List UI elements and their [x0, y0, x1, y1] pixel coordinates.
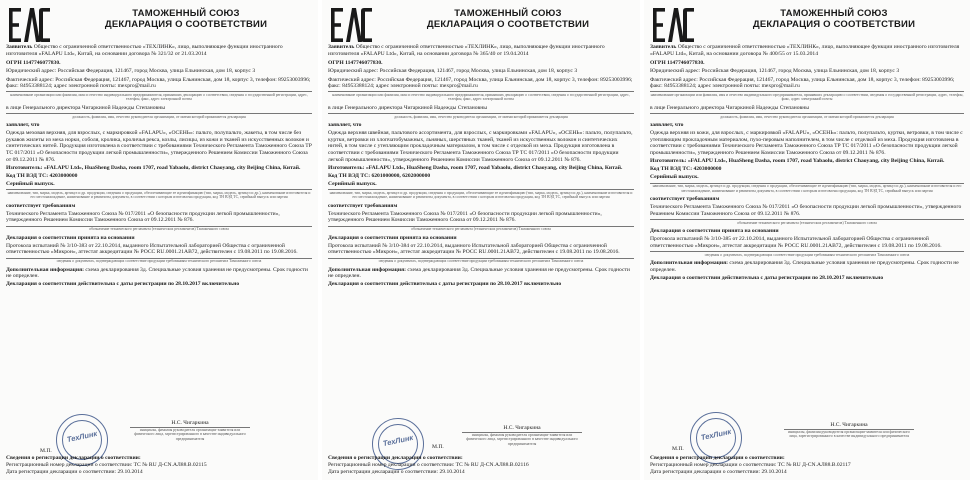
- declaration-body: [328, 44, 634, 290]
- registration-date: Дата регистрации декларации о соответствии: 29.10.2014: [328, 469, 465, 475]
- signer-block: [130, 420, 250, 441]
- eac-logo-icon: [8, 6, 52, 44]
- registration-block: [6, 455, 312, 476]
- title-declaration: ДЕКЛАРАЦИЯ О СООТВЕТСТВИИ: [104, 19, 268, 30]
- seal-place: М.П.: [672, 446, 684, 452]
- customs-code: Код ТН ВЭД ТС: 6201000000, 6202000000: [328, 172, 431, 179]
- ogrn: ОГРН 1147746077830.: [6, 60, 61, 67]
- basis-label: Декларация о соответствии принята на основании: [328, 234, 457, 241]
- representative: в лице Генерального директора Чигаркиной Надежды Степановны: [6, 104, 165, 111]
- stamp-text: ТехЛинк: [700, 426, 732, 443]
- extra-info-text: схема декларирования 3д. Специальные условия хранения не предусмотрены. Срок годности не определен.: [328, 266, 630, 280]
- serial-production: Серийный выпуск.: [6, 181, 55, 188]
- registration-block: [650, 455, 964, 476]
- signer-name: Н.С. Чигаркина: [830, 422, 868, 428]
- applicant-label: Заявитель: [6, 44, 33, 50]
- registration-label: Сведения о регистрации декларации о соответствии:: [328, 455, 463, 461]
- declaration-document-3: [644, 0, 970, 480]
- legal-address: Юридический адрес: Российская Федерация, 121467, город Москва, улица Ельнинская, дом 18, корпус 3: [328, 68, 578, 75]
- complies-text: Технического Регламента Таможенного Союза № 017/2011 «О безопасности продукции легкой промышленности», утвержденного Решением Комиссии Таможенного Союза от 09.12.2011 № 876.: [650, 204, 962, 217]
- complies-note: обозначение технического регламента (технических регламентов) Таможенного союза: [89, 227, 229, 232]
- manufacturer: Изготовитель: «FALAPU Ltd», HuaSheng Dasha, room 1707, road Yabaolu, district Chaoyang, city Beijing China, Китай.: [650, 158, 945, 165]
- title-union: ТАМОЖЕННЫЙ СОЮЗ: [780, 8, 888, 19]
- extra-info-text: схема декларирования 3д. Специальные условия хранения не предусмотрены. Срок годности не определен.: [6, 266, 308, 280]
- stamp-text: ТехЛинк: [382, 432, 414, 449]
- signer-block: [462, 425, 582, 446]
- serial-production: Серийный выпуск.: [328, 181, 377, 188]
- complies-text: Технического Регламента Таможенного Союза № 017/2011 «О безопасности продукции легкой промышленности», утвержденного Решением Комиссии Таможенного Союза от 09.12.2011 № 876.: [328, 210, 602, 224]
- extra-info-label: Дополнительная информация:: [650, 260, 728, 266]
- extra-info-label: Дополнительная информация:: [6, 266, 84, 273]
- applicant-text: Общество с ограниченной ответственностью «ТЕХЛИНК», лицо, выполняющее функции иностранного изготовителя «FALAPU Ltd», Китай, на основании договора № 365/40 от 19.04.2014: [328, 44, 605, 57]
- representative: в лице Генерального директора Чигаркиной Надежды Степановны: [328, 104, 487, 111]
- basis-label: Декларация о соответствии принята на основании: [6, 234, 135, 241]
- applicant-text: Общество с ограниченной ответственностью «ТЕХЛИНК», лицо, выполняющее функции иностранного изготовителя «FALAPU Ltd», Китай, на основании договора № 400/55 от 15.03.2014: [650, 44, 960, 57]
- basis-text: Протокола испытаний № 3/10-384 от 22.10.2014, выданного Испытательной лабораторией Общества с ограниченной ответственностью «Микрон», аттестат аккредитации № РОСС RU.0001.21АВ72, действителен с 19.08.2011 по 19.08.2016.: [328, 242, 620, 256]
- registration-date: Дата регистрации декларации о соответствии: 29.10.2014: [650, 469, 787, 475]
- applicant-note: наименование организации или фамилия, имя и отчество индивидуального предпринимателя, принявших декларацию о соответствии, сведения о государственной регистрации, адрес, телефон, факс, адрес электронной почты: [10, 92, 308, 102]
- customs-code: Код ТН ВЭД ТС: 4203000000: [650, 166, 722, 173]
- representative: в лице Генерального директора Чигаркиной Надежды Степановны: [650, 104, 809, 111]
- extra-info-text: схема декларирования 3д. Специальные условия хранения не предусмотрены. Срок годности не определен.: [650, 260, 959, 273]
- product-note: наименование, тип, марка, модель, артикул и др. продукции, сведения о продукции, обеспечивающие ее идентификацию (тип, марка, модель, артикул и др.), наименование изготовителя и его местонахождение, наименование и реквизиты документа, в соответствии с которым изготовлена продукция, код ТН ВЭД ТС, серийный выпуск или партия: [329, 190, 633, 200]
- complies-label: соответствует требованиям: [6, 202, 76, 209]
- ogrn: ОГРН 1147746077830.: [328, 60, 383, 67]
- registration-label: Сведения о регистрации декларации о соответствии:: [650, 455, 785, 461]
- basis-label: Декларация о соответствии принята на основании: [650, 228, 779, 235]
- product-note: наименование, тип, марка, модель, артикул и др. продукции, сведения о продукции, обеспечивающие ее идентификацию (тип, марка, модель, артикул и др.), наименование изготовителя и его местонахождение, наименование и реквизиты документа, в соответствии с которым изготовлена продукция, код ТН ВЭД ТС, серийный выпуск или партия: [7, 190, 311, 200]
- seal-place: М.П.: [432, 444, 444, 450]
- serial-production: Серийный выпуск.: [650, 174, 699, 181]
- basis-note: сведения о документах, подтверждающих соответствие продукции требованиям технического регламента Таможенного союза: [56, 259, 262, 264]
- representative-note: должность, фамилия, имя, отчество руководителя организации, от имени которой принимается декларация: [72, 114, 246, 119]
- complies-note: обозначение технического регламента (технических регламентов) Таможенного союза: [737, 220, 877, 225]
- applicant-note: наименование организации или фамилия, имя и отчество индивидуального предпринимателя, принявших декларацию о соответствии, сведения о государственной регистрации, адрес, телефон, факс, адрес электронной почты: [332, 92, 630, 102]
- complies-label: соответствует требованиям: [328, 202, 398, 209]
- manufacturer: Изготовитель: «FALAPU Ltd», HuaSheng Dasha, room 1707, road Yabaolu, district Chaoyang, city Beijing China, Китай.: [328, 164, 623, 171]
- complies-label: соответствует требованиям: [650, 196, 720, 203]
- declaration-document-1: [0, 0, 318, 480]
- product-description: Одежда верхняя из кожи, для взрослых, с маркировкой «FALAPU», «ОСЕНЬ»: пальто, полупальто, куртки, ветровки, в том числе с утепляющим прокладочным материалом, пухо-перовым наполнителем, в том числе с отделкой из меха. Продукция изготовлена в соответствии с требованиями Технического Регламента Таможенного Союза ТР ТС 017/2011 «О безопасности продукции легкой промышленности», утвержденного Решением Комиссии Таможенного Союза от 09.12.2011 № 876.: [650, 130, 963, 156]
- stamp-text: ТехЛинк: [66, 428, 98, 445]
- actual-address: Фактический адрес: Российская Федерация, 121467, город Москва, улица Ельнинская, дом 18, корпус 3, телефон: 89253003996; факс: 84953388124; адрес электронной почты: mexpro@mail.ru: [328, 76, 633, 90]
- eac-logo-icon: [652, 6, 696, 44]
- declares-label: заявляет, что: [328, 121, 362, 128]
- title-union: ТАМОЖЕННЫЙ СОЮЗ: [454, 8, 562, 19]
- basis-text: Протокола испытаний № 3/10-385 от 22.10.2014, выданного Испытательной лабораторией Общества с ограниченной ответственностью «Микрон», аттестат аккредитации № РОСС RU.0001.21АВ72, действителен с 19.08.2011 по 19.08.2016.: [650, 236, 942, 249]
- declares-label: заявляет, что: [650, 121, 684, 128]
- signer-note: инициалы, фамилия руководителя организации-заявителя или физического лица, зарегистрированного в качестве индивидуального предпринимателя: [788, 430, 910, 439]
- representative-note: должность, фамилия, имя, отчество руководителя организации, от имени которой принимается декларация: [720, 114, 894, 119]
- signer-name: Н.С. Чигаркина: [171, 420, 209, 426]
- product-note: наименование, тип, марка, модель, артикул и др. продукции, сведения о продукции, обеспечивающие ее идентификацию (тип, марка, модель, артикул и др.), наименование изготовителя и его местонахождение, наименование и реквизиты документа, в соответствии с которым изготовлена продукция, код ТН ВЭД ТС, серийный выпуск или партия: [652, 184, 962, 193]
- declaration-body: [6, 44, 312, 290]
- customs-code: Код ТН ВЭД ТС: 4203000000: [6, 172, 78, 179]
- validity: Декларация о соответствии действительна с даты регистрации по 28.10.2017 включительно: [6, 281, 240, 288]
- signer-note: инициалы, фамилия руководителя организации-заявителя или физического лица, зарегистрированного в качестве индивидуального предпринимателя: [134, 428, 246, 441]
- document-title: [60, 8, 312, 30]
- title-declaration: ДЕКЛАРАЦИЯ О СООТВЕТСТВИИ: [426, 19, 590, 30]
- registration-date: Дата регистрации декларации о соответствии: 29.10.2014: [6, 469, 143, 475]
- legal-address: Юридический адрес: Российская Федерация, 121467, город Москва, улица Ельнинская, дом 18, корпус 3: [6, 68, 256, 75]
- registration-label: Сведения о регистрации декларации о соответствии:: [6, 455, 141, 461]
- applicant-label: Заявитель: [328, 44, 355, 50]
- signer-note: инициалы, фамилия руководителя организации-заявителя или физического лица, зарегистрированного в качестве индивидуального предпринимателя: [466, 433, 578, 446]
- registration-block: [328, 455, 634, 476]
- actual-address: Фактический адрес: Российская Федерация, 121467, город Москва, улица Ельнинская, дом 18, корпус 3, телефон: 89253003996; факс: 84953388124; адрес электронной почты: mexpro@mail.ru: [6, 76, 311, 90]
- registration-number: Регистрационный номер декларации о соответствии: ТС № RU Д-CN.АЛ88.В.02115: [6, 462, 207, 468]
- declares-label: заявляет, что: [6, 121, 40, 128]
- registration-number: Регистрационный номер декларации о соответствии: ТС № RU Д-CN.АЛ88.В.02116: [328, 462, 529, 468]
- document-title: [704, 8, 964, 30]
- applicant-text: Общество с ограниченной ответственностью «ТЕХЛИНК», лицо, выполняющее функции иностранного изготовителя «FALAPU Ltd», Китай, на основании договора № 321/32 от 21.03.2014: [6, 44, 283, 57]
- complies-text: Технического Регламента Таможенного Союза № 017/2011 «О безопасности продукции легкой промышленности», утвержденного Решением Комиссии Таможенного Союза от 09.12.2011 № 876.: [6, 210, 280, 224]
- actual-address: Фактический адрес: Российская Федерация, 121467, город Москва, улица Ельнинская, дом 18, корпус 3, телефон: 89253003996; факс: 84953388124; адрес электронной почты: mexpro@mail.ru: [650, 76, 955, 90]
- complies-note: обозначение технического регламента (технических регламентов) Таможенного союза: [411, 227, 551, 232]
- signer-name: Н.С. Чигаркина: [503, 425, 541, 431]
- registration-number: Регистрационный номер декларации о соответствии: ТС № RU Д-CN.АЛ88.В.02117: [650, 462, 851, 468]
- product-description: Одежда верхняя швейная, пальтового ассортимента, для взрослых, с маркировками «FALAPU», «ОСЕНЬ»: пальто, полупальто, куртки, ветровки из хлопчатобумажных, льняных, шерстяных тканей, тканей из искусственных волокон и синтетических нитей, в том числе с утепляющим прокладочным материалом, в том числе с отделкой из меха. Продукция изготовлена в соответствии с требованиями Технического Регламента Таможенного Союза ТР ТС 017/2011 «О безопасности продукции легкой промышленности», утвержденного Решением Комиссии Таможенного Союза от 09.12.2011 № 876.: [328, 130, 633, 163]
- eac-logo-icon: [330, 6, 374, 44]
- ogrn: ОГРН 1147746077830.: [650, 60, 705, 67]
- basis-text: Протокола испытаний № 3/10-383 от 22.10.2014, выданного Испытательной лабораторией Общества с ограниченной ответственностью «Микрон», аттестат аккредитации № РОСС RU.0001.21АВ72, действителен с 19.08.2011 по 19.08.2016.: [6, 242, 298, 256]
- legal-address: Юридический адрес: Российская Федерация, 121467, город Москва, улица Ельнинская, дом 18, корпус 3: [650, 68, 900, 75]
- declaration-body: [650, 44, 964, 283]
- applicant-note: наименование организации или фамилия, имя и отчество индивидуального предпринимателя, принявших декларацию о соответствии, сведения о государственной регистрации, адрес, телефон, факс, адрес электронной почты: [650, 92, 964, 102]
- title-union: ТАМОЖЕННЫЙ СОЮЗ: [132, 8, 240, 19]
- seal-place: М.П.: [40, 448, 52, 454]
- basis-note: сведения о документах, подтверждающих соответствие продукции требованиям технического регламента Таможенного союза: [704, 252, 910, 257]
- document-title: [382, 8, 634, 30]
- product-description: Одежда меховая верхняя, для взрослых, с маркировкой «FALAPU», «ОСЕНЬ»: пальто, полупальто, жакеты, в том числе без рукавов жилеты из меха норки, соболя, кролика, кроличья рекса, козлы, лисицы, из кожи и тканей из искусственных волокон и синтетических нитей. Продукция изготовлена в соответствии с требованиями Технического Регламента Таможенного Союза ТР ТС 017/2011 «О безопасности продукции легкой промышленности», утвержденного Решением Комиссии Таможенного Союза от 09.12.2011 № 876.: [6, 130, 312, 163]
- representative-note: должность, фамилия, имя, отчество руководителя организации, от имени которой принимается декларация: [394, 114, 568, 119]
- basis-note: сведения о документах, подтверждающих соответствие продукции требованиям технического регламента Таможенного союза: [378, 259, 584, 264]
- applicant-label: Заявитель: [650, 44, 677, 50]
- validity: Декларация о соответствии действительна с даты регистрации по 28.10.2017 включительно: [328, 281, 562, 288]
- manufacturer: Изготовитель: «FALAPU Ltd», HuaSheng Dasha, room 1707, road Yabaolu, district Chaoyang, city Beijing China, Китай.: [6, 164, 301, 171]
- title-declaration: ДЕКЛАРАЦИЯ О СООТВЕТСТВИИ: [752, 19, 916, 30]
- signer-block: [784, 422, 914, 439]
- validity: Декларация о соответствии действительна с даты регистрации по 28.10.2017 включительно: [650, 274, 884, 281]
- extra-info-label: Дополнительная информация:: [328, 266, 406, 273]
- declaration-document-2: [322, 0, 640, 480]
